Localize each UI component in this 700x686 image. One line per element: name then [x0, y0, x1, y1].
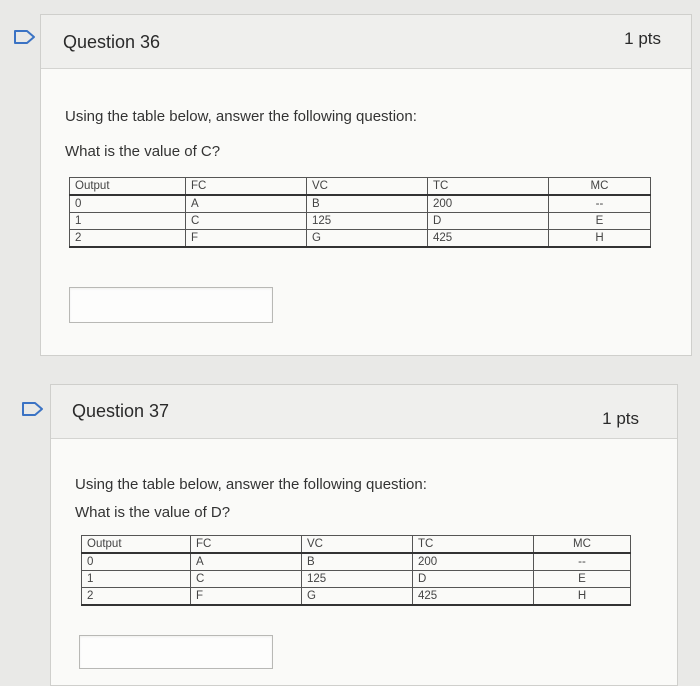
table-cell: E [549, 213, 651, 230]
table-cell: H [534, 588, 631, 606]
table-cell: 425 [428, 230, 549, 248]
table-cell: B [302, 553, 413, 571]
bookmark-flag-icon[interactable] [14, 30, 36, 44]
table-header-cell: MC [534, 536, 631, 554]
table-cell: C [186, 213, 307, 230]
table-cell: 2 [82, 588, 191, 606]
question-card-37 [50, 384, 678, 686]
table-cell: G [302, 588, 413, 606]
table-row [70, 230, 651, 248]
cost-table [81, 535, 631, 606]
table-cell: 2 [70, 230, 186, 248]
table-cell: E [534, 571, 631, 588]
question-text: What is the value of D? [75, 504, 231, 521]
table-cell: 200 [413, 553, 534, 571]
question-text: What is the value of C? [65, 143, 221, 160]
answer-input[interactable] [69, 287, 273, 323]
table-cell: A [186, 195, 307, 213]
table-cell: 0 [82, 553, 191, 571]
table-cell: 125 [307, 213, 428, 230]
bookmark-flag-icon[interactable] [22, 402, 44, 416]
table-cell: H [549, 230, 651, 248]
table-cell: 0 [70, 195, 186, 213]
question-card-36 [40, 14, 692, 356]
question-points: 1 pts [602, 409, 639, 428]
table-cell: D [428, 213, 549, 230]
table-header-cell: VC [302, 536, 413, 554]
question-instruction: Using the table below, answer the following question: [65, 108, 417, 125]
table-row [70, 213, 651, 230]
answer-input[interactable] [79, 635, 273, 669]
table-row [82, 588, 631, 606]
question-title: Question 36 [63, 32, 161, 52]
table-row [70, 195, 651, 213]
table-header-cell: VC [307, 178, 428, 196]
table-cell: A [191, 553, 302, 571]
table-cell: F [191, 588, 302, 606]
table-cell: 1 [70, 213, 186, 230]
table-header-cell: FC [191, 536, 302, 554]
table-cell: -- [549, 195, 651, 213]
question-header [51, 385, 677, 439]
table-cell: 200 [428, 195, 549, 213]
table-cell: 425 [413, 588, 534, 606]
table-header-cell: Output [70, 178, 186, 196]
table-header-cell: TC [413, 536, 534, 554]
table-header-cell: MC [549, 178, 651, 196]
question-header [41, 15, 691, 69]
table-cell: G [307, 230, 428, 248]
question-points: 1 pts [624, 29, 661, 48]
table-cell: D [413, 571, 534, 588]
question-instruction: Using the table below, answer the following question: [75, 476, 427, 493]
table-header-cell: Output [82, 536, 191, 554]
table-header-row [70, 178, 651, 196]
table-row [82, 571, 631, 588]
table-header-cell: TC [428, 178, 549, 196]
table-row [82, 553, 631, 571]
table-header-cell: FC [186, 178, 307, 196]
table-cell: B [307, 195, 428, 213]
table-cell: -- [534, 553, 631, 571]
table-cell: 1 [82, 571, 191, 588]
question-title: Question 37 [72, 401, 170, 421]
cost-table [69, 177, 651, 248]
table-cell: C [191, 571, 302, 588]
table-cell: F [186, 230, 307, 248]
table-cell: 125 [302, 571, 413, 588]
table-header-row [82, 536, 631, 554]
